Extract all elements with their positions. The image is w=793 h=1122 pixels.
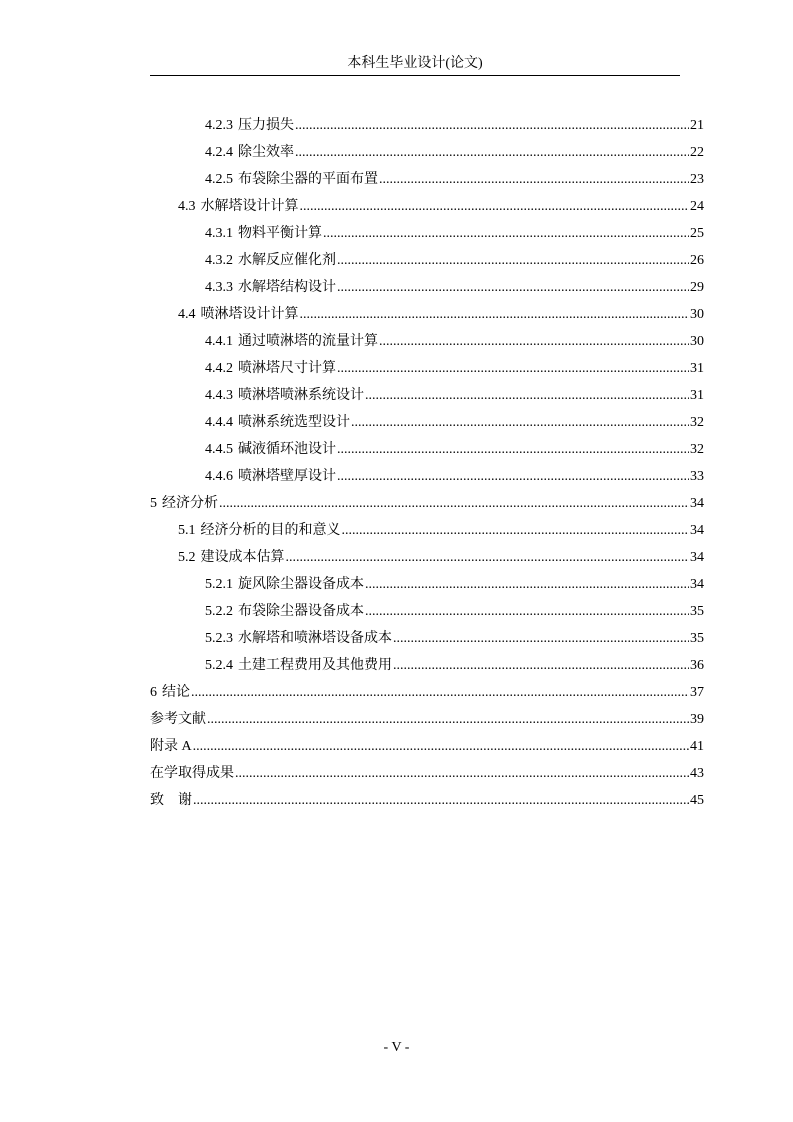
toc-entry-page: 29 bbox=[690, 280, 704, 295]
toc-dot-leader bbox=[393, 652, 689, 679]
toc-entry-number: 4.4.6 bbox=[205, 469, 233, 484]
toc-entry-page: 35 bbox=[690, 604, 704, 619]
toc-dot-leader bbox=[379, 328, 689, 355]
toc-entry[interactable] bbox=[150, 679, 704, 706]
toc-entry-title: 布袋除尘器设备成本 bbox=[238, 604, 364, 619]
toc-entry-page: 25 bbox=[690, 226, 704, 241]
toc-entry-number: 5.2 bbox=[178, 550, 196, 565]
toc-dot-leader bbox=[337, 247, 689, 274]
toc-dot-leader bbox=[342, 517, 690, 544]
toc-entry-title: 参考文献 bbox=[150, 712, 206, 727]
header-rule bbox=[150, 75, 680, 76]
toc-entry-number: 4.4 bbox=[178, 307, 196, 322]
toc-dot-leader bbox=[235, 760, 689, 787]
toc-entry[interactable] bbox=[150, 139, 704, 166]
page-number: - V - bbox=[383, 1040, 410, 1055]
toc-entry-title: 经济分析 bbox=[162, 496, 218, 511]
toc-entry[interactable] bbox=[150, 517, 704, 544]
toc-dot-leader bbox=[300, 193, 690, 220]
toc-dot-leader bbox=[300, 301, 690, 328]
toc-entry-title: 通过喷淋塔的流量计算 bbox=[238, 334, 378, 349]
toc-dot-leader bbox=[365, 571, 689, 598]
toc-entry[interactable] bbox=[150, 598, 704, 625]
toc-entry-page: 32 bbox=[690, 415, 704, 430]
toc-dot-leader bbox=[337, 355, 689, 382]
toc-entry-title: 水解塔结构设计 bbox=[238, 280, 336, 295]
toc-entry[interactable] bbox=[150, 274, 704, 301]
toc-entry-number: 5.1 bbox=[178, 523, 196, 538]
toc-entry-page: 31 bbox=[690, 388, 704, 403]
toc-entry-number: 4.4.3 bbox=[205, 388, 233, 403]
toc-entry-title: 喷淋塔喷淋系统设计 bbox=[238, 388, 364, 403]
toc-entry-page: 36 bbox=[690, 658, 704, 673]
toc-entry-number: 4.2.5 bbox=[205, 172, 233, 187]
toc-entry[interactable] bbox=[150, 571, 704, 598]
toc-dot-leader bbox=[295, 139, 689, 166]
toc-entry-title: 经济分析的目的和意义 bbox=[200, 523, 341, 538]
toc-entry[interactable] bbox=[150, 760, 704, 787]
toc-entry-number: 4.4.1 bbox=[205, 334, 233, 349]
toc-entry-title: 土建工程费用及其他费用 bbox=[238, 658, 392, 673]
toc-entry-page: 37 bbox=[690, 685, 704, 700]
toc-dot-leader bbox=[351, 409, 689, 436]
toc-entry-title: 喷淋塔壁厚设计 bbox=[238, 469, 336, 484]
toc-entry-page: 34 bbox=[690, 577, 704, 592]
toc-dot-leader bbox=[193, 733, 689, 760]
toc-entry-title: 水解塔设计计算 bbox=[200, 199, 299, 214]
toc-entry-title: 结论 bbox=[162, 685, 190, 700]
toc-entry-page: 21 bbox=[690, 118, 704, 133]
toc-dot-leader bbox=[323, 220, 689, 247]
toc-entry-page: 32 bbox=[690, 442, 704, 457]
toc-entry-page: 23 bbox=[690, 172, 704, 187]
toc-entry-title: 建设成本估算 bbox=[200, 550, 285, 565]
toc-entry-page: 39 bbox=[690, 712, 704, 727]
toc-entry[interactable] bbox=[150, 328, 704, 355]
toc-dot-leader bbox=[379, 166, 689, 193]
toc-dot-leader bbox=[191, 679, 689, 706]
toc-entry[interactable] bbox=[150, 301, 704, 328]
toc-entry[interactable] bbox=[150, 382, 704, 409]
toc-entry-title: 除尘效率 bbox=[238, 145, 294, 160]
toc-entry-page: 43 bbox=[690, 766, 704, 781]
toc-dot-leader bbox=[393, 625, 689, 652]
toc-entry[interactable] bbox=[150, 652, 704, 679]
toc-entry-number: 4.4.2 bbox=[205, 361, 233, 376]
toc-entry-page: 45 bbox=[690, 793, 704, 808]
toc-dot-leader bbox=[365, 598, 689, 625]
toc-entry[interactable] bbox=[150, 193, 704, 220]
toc-entry-number: 4.2.3 bbox=[205, 118, 233, 133]
toc-entry-page: 34 bbox=[690, 550, 704, 565]
toc-dot-leader bbox=[337, 274, 689, 301]
toc-entry-title: 致 谢 bbox=[150, 793, 192, 808]
toc-entry-number: 6 bbox=[150, 685, 157, 700]
toc-entry-title: 附录 A bbox=[150, 739, 192, 754]
toc-entry-page: 30 bbox=[690, 334, 704, 349]
toc-entry[interactable] bbox=[150, 787, 704, 814]
toc-entry[interactable] bbox=[150, 220, 704, 247]
toc-entry-number: 4.4.4 bbox=[205, 415, 233, 430]
toc-entry-page: 24 bbox=[690, 199, 704, 214]
toc-entry[interactable] bbox=[150, 355, 704, 382]
toc-entry[interactable] bbox=[150, 166, 704, 193]
toc-entry-page: 34 bbox=[690, 523, 704, 538]
toc-entry[interactable] bbox=[150, 463, 704, 490]
toc-entry[interactable] bbox=[150, 625, 704, 652]
toc-entry-title: 喷淋系统选型设计 bbox=[238, 415, 350, 430]
toc-entry-title: 物料平衡计算 bbox=[238, 226, 322, 241]
toc-entry-number: 4.3.3 bbox=[205, 280, 233, 295]
toc-entry[interactable] bbox=[150, 490, 704, 517]
toc-entry-title: 旋风除尘器设备成本 bbox=[238, 577, 364, 592]
toc-entry-page: 26 bbox=[690, 253, 704, 268]
toc-dot-leader bbox=[365, 382, 689, 409]
toc-entry-number: 5.2.3 bbox=[205, 631, 233, 646]
toc-dot-leader bbox=[193, 787, 689, 814]
toc-entry[interactable] bbox=[150, 733, 704, 760]
toc-entry-number: 4.3 bbox=[178, 199, 196, 214]
toc-entry-number: 5.2.1 bbox=[205, 577, 233, 592]
toc-dot-leader bbox=[295, 112, 689, 139]
toc-entry-number: 4.2.4 bbox=[205, 145, 233, 160]
toc-dot-leader bbox=[337, 436, 689, 463]
table-of-contents bbox=[150, 112, 704, 814]
toc-entry-title: 喷淋塔尺寸计算 bbox=[238, 361, 336, 376]
toc-entry-title: 喷淋塔设计计算 bbox=[200, 307, 299, 322]
toc-entry[interactable] bbox=[150, 436, 704, 463]
toc-entry-title: 水解塔和喷淋塔设备成本 bbox=[238, 631, 392, 646]
toc-dot-leader bbox=[337, 463, 689, 490]
toc-entry[interactable] bbox=[150, 112, 704, 139]
toc-entry-title: 布袋除尘器的平面布置 bbox=[238, 172, 378, 187]
toc-entry-page: 31 bbox=[690, 361, 704, 376]
toc-entry-page: 35 bbox=[690, 631, 704, 646]
toc-entry-title: 在学取得成果 bbox=[150, 766, 234, 781]
toc-entry-page: 34 bbox=[690, 496, 704, 511]
toc-entry-page: 41 bbox=[690, 739, 704, 754]
toc-entry-number: 5.2.2 bbox=[205, 604, 233, 619]
toc-entry[interactable] bbox=[150, 247, 704, 274]
toc-entry[interactable] bbox=[150, 544, 704, 571]
toc-entry-number: 4.3.2 bbox=[205, 253, 233, 268]
toc-entry-page: 33 bbox=[690, 469, 704, 484]
toc-entry-number: 4.3.1 bbox=[205, 226, 233, 241]
toc-entry-title: 水解反应催化剂 bbox=[238, 253, 336, 268]
toc-dot-leader bbox=[207, 706, 689, 733]
toc-entry-page: 22 bbox=[690, 145, 704, 160]
toc-entry-title: 压力损失 bbox=[238, 118, 294, 133]
toc-dot-leader bbox=[219, 490, 689, 517]
toc-entry[interactable] bbox=[150, 409, 704, 436]
toc-dot-leader bbox=[286, 544, 690, 571]
toc-entry-title: 碱液循环池设计 bbox=[238, 442, 336, 457]
toc-entry-page: 30 bbox=[690, 307, 704, 322]
running-header: 本科生毕业设计(论文) bbox=[347, 56, 483, 71]
toc-entry-number: 5.2.4 bbox=[205, 658, 233, 673]
toc-entry-number: 5 bbox=[150, 496, 157, 511]
toc-entry[interactable] bbox=[150, 706, 704, 733]
toc-entry-number: 4.4.5 bbox=[205, 442, 233, 457]
